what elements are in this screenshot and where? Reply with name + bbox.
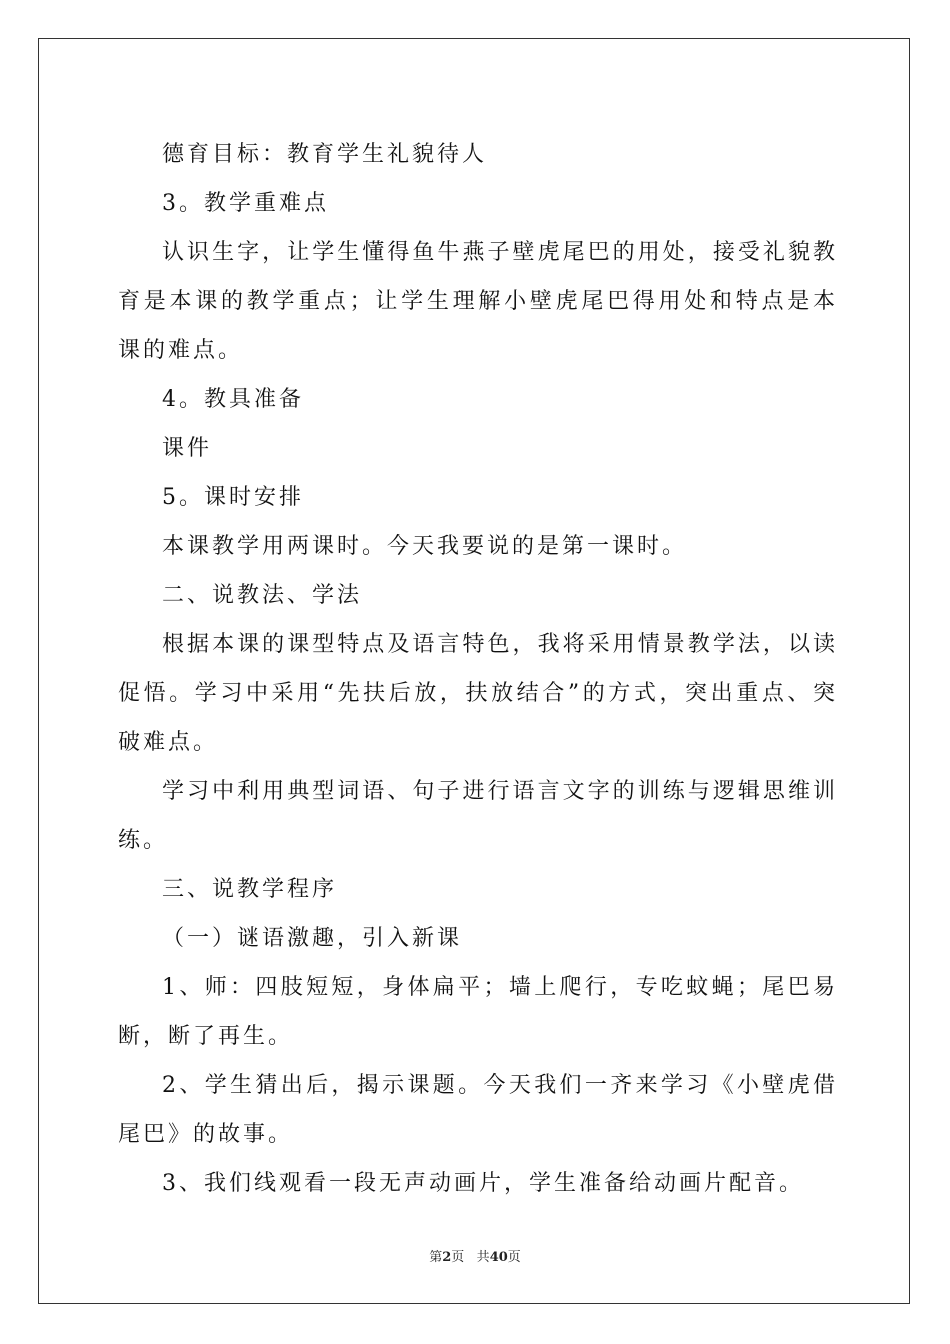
paragraph-reveal-title: 2、学生猜出后，揭示课题。今天我们一齐来学习《小壁虎借尾巴》的故事。 [118,1073,838,1147]
page-total-prefix: 共 [476,1250,490,1265]
paragraph-schedule: 本课教学用两课时。今天我要说的是第一课时。 [162,534,688,559]
page-number-prefix: 第 [429,1250,443,1265]
page-number-suffix: 页 [451,1250,465,1265]
paragraph-training: 学习中利用典型词语、句子进行语言文字的训练与逻辑思维训练。 [118,779,838,853]
page-total: 40 [489,1250,508,1265]
heading-procedure: 三、说教学程序 [162,877,338,902]
paragraph-animation: 3、我们线观看一段无声动画片，学生准备给动画片配音。 [162,1171,804,1196]
page-total-suffix: 页 [507,1250,521,1265]
heading-schedule: 5。课时安排 [162,485,304,510]
paragraph-riddle: 1、师：四肢短短，身体扁平；墙上爬行，专吃蚊蝇；尾巴易断，断了再生。 [118,975,838,1049]
paragraph-methods: 根据本课的课型特点及语言特色，我将采用情景教学法，以读促悟。学习中采用“先扶后放，扶放结合”的方式，突出重点、突破难点。 [118,632,838,755]
paragraph-moral-goal: 德育目标：教育学生礼貌待人 [162,142,488,167]
subheading-riddle: （一）谜语激趣，引入新课 [162,926,463,951]
page-footer [0,1246,950,1265]
heading-key-difficult-points: 3。教学重难点 [162,191,329,216]
paragraph-key-points: 认识生字，让学生懂得鱼牛燕子壁虎尾巴的用处，接受礼貌教育是本课的教学重点；让学生理解小壁虎尾巴得用处和特点是本课的难点。 [118,240,838,363]
page-number-current: 2 [442,1250,452,1265]
document-body [118,130,838,1208]
heading-teaching-aids: 4。教具准备 [162,387,304,412]
heading-methods: 二、说教法、学法 [162,583,363,608]
paragraph-courseware: 课件 [162,436,213,461]
